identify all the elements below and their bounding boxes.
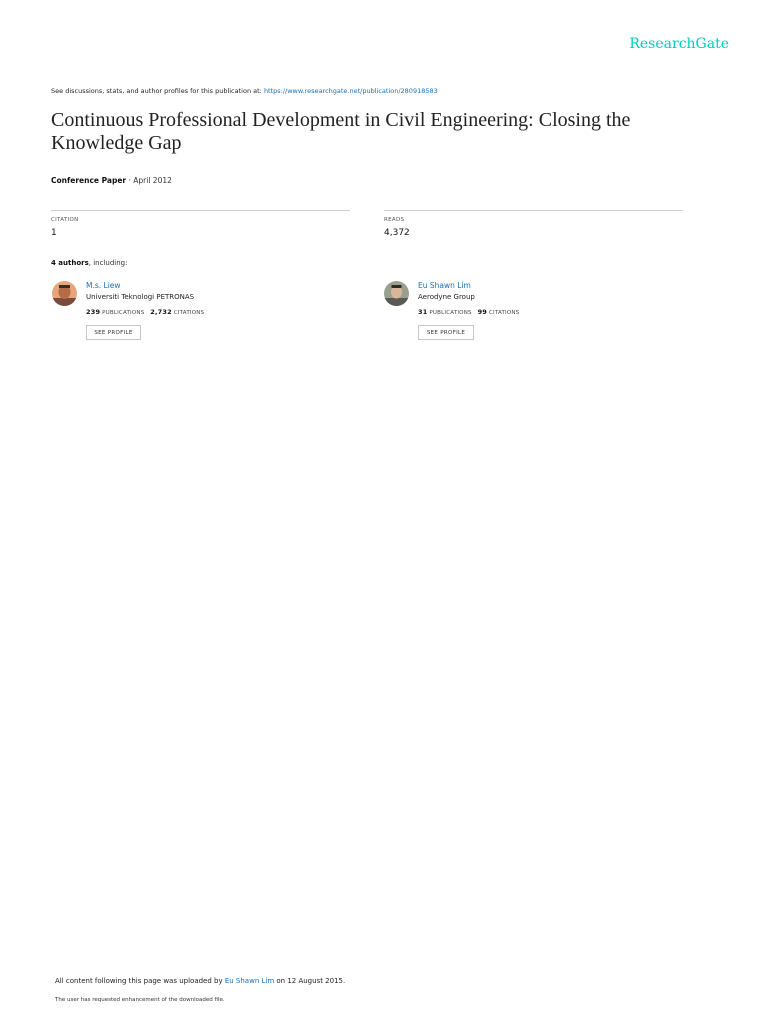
publications-label: PUBLICATIONS (429, 310, 472, 316)
publications-count: 239 (86, 308, 101, 316)
citations-label: CITATIONS (488, 310, 520, 316)
see-profile-button[interactable]: SEE PROFILE (418, 325, 474, 340)
discussion-line (51, 87, 438, 95)
author-affiliation: Universiti Teknologi PETRONAS (86, 293, 195, 301)
see-profile-button[interactable]: SEE PROFILE (86, 325, 141, 340)
author-stats (86, 308, 204, 316)
reads-divider (384, 210, 683, 211)
uploader-link[interactable]: Eu Shawn Lim (224, 977, 275, 985)
author-stats (418, 308, 519, 316)
upload-prefix: All content following this page was uploaded by (55, 977, 225, 985)
publications-count: 31 (418, 308, 428, 316)
citations-count: 2,732 (150, 308, 172, 316)
researchgate-logo[interactable]: ResearchGate (629, 36, 729, 52)
publication-type: Conference Paper (51, 176, 127, 185)
reads-value: 4,372 (384, 228, 410, 238)
citations-label: CITATIONS (173, 310, 205, 316)
publication-title: Continuous Professional Development in Civil Engineering: Closing the Knowledge Gap (51, 109, 631, 154)
citations-divider (51, 210, 350, 211)
user-photo-icon[interactable] (384, 281, 409, 306)
authors-count: 4 authors (51, 259, 89, 267)
upload-note (55, 977, 345, 985)
authors-heading (51, 259, 127, 267)
citations-value: 1 (51, 228, 57, 238)
user-photo-icon[interactable] (52, 281, 77, 306)
publication-link[interactable]: https://www.researchgate.net/publication/280918583 (263, 87, 438, 95)
author-name[interactable]: M.s. Liew (86, 281, 121, 290)
publications-label: PUBLICATIONS (102, 310, 145, 316)
citations-count: 99 (477, 308, 488, 316)
publication-meta (51, 176, 172, 185)
reads-label: READS (384, 217, 405, 223)
author-affiliation: Aerodyne Group (418, 293, 475, 301)
discussion-text: See discussions, stats, and author profiles for this publication at: (51, 87, 264, 95)
citations-label: CITATION (51, 217, 79, 223)
enhancement-note: The user has requested enhancement of the downloaded file. (55, 997, 225, 1003)
upload-suffix: on 12 August 2015. (274, 977, 346, 985)
authors-suffix: , including: (88, 259, 128, 267)
publication-date: · April 2012 (128, 176, 172, 185)
author-name[interactable]: Eu Shawn Lim (418, 281, 471, 290)
